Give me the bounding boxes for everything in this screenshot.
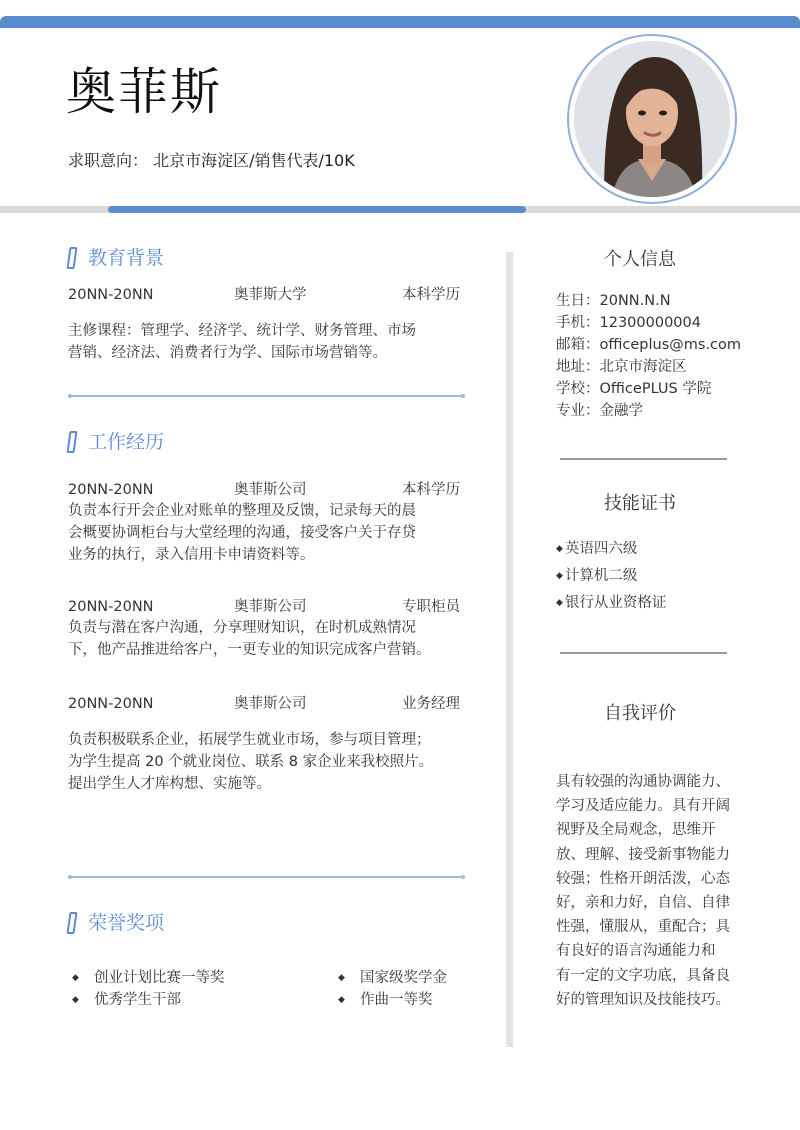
education-school: 奥菲斯大学	[234, 287, 307, 303]
diamond-bullet-icon: ◆	[338, 973, 345, 983]
section-marker-icon	[66, 431, 77, 453]
education-courses: 主修课程：管理学、经济学、统计学、财务管理、市场 营销、经济法、消费者行为学、国际市场营销等。	[68, 323, 416, 361]
work-period: 20NN-20NN	[68, 482, 154, 498]
personal-info-title: 个人信息	[604, 249, 676, 270]
award-item	[72, 968, 225, 988]
work-description: 负责本行开会企业对账单的整理及反馈，记录每天的晨 会概要协调柜台与大堂经理的沟通，接受客户关于存贷 业务的执行，录入信用卡申请资料等。	[68, 503, 416, 563]
work-role: 本科学历	[402, 482, 460, 498]
info-email: 邮箱：officeplus@ms.com	[556, 337, 742, 353]
award-item	[338, 968, 447, 988]
self-evaluation-title: 自我评价	[604, 703, 676, 724]
job-intent: 求职意向： 北京市海淀区/销售代表/10K	[68, 151, 355, 170]
skill-item	[556, 592, 666, 614]
self-evaluation-text: 具有较强的沟通协调能力、 学习及适应能力。具有开阔 视野及全局观念，思维开 放、理解、接受新事物能力 较强；性格开朗活泼，心态 好，亲和力好，自信、自律 性强，懂服从，重配合；具 有良好的语言沟通能力和 有一定的文字功底，具备良 好的管理知识及技能技巧。	[556, 774, 730, 1008]
skill-item	[556, 565, 637, 587]
info-address: 地址：北京市海淀区	[556, 359, 687, 375]
work-role: 专职柜员	[402, 599, 460, 615]
info-major: 专业：金融学	[556, 403, 643, 419]
award-item	[338, 990, 433, 1010]
diamond-bullet-icon: ◆	[338, 995, 345, 1005]
work-company: 奥菲斯公司	[234, 696, 307, 712]
skills-title: 技能证书	[604, 493, 676, 514]
portrait-photo	[574, 41, 730, 197]
info-birthday: 生日：20NN.N.N	[556, 293, 671, 309]
education-period: 20NN-20NN	[68, 287, 154, 303]
skill-text: 英语四六级	[564, 541, 638, 557]
work-description: 负责与潜在客户沟通，分享理财知识，在时机成熟情况 下，他产品推进给客户，一更专业的知识完成客户营销。	[68, 620, 431, 658]
section-marker-icon	[66, 912, 77, 934]
skill-item	[556, 538, 637, 560]
work-title-text: 工作经历	[88, 431, 165, 453]
candidate-name: 奥菲斯	[66, 63, 222, 121]
work-company: 奥菲斯公司	[234, 599, 307, 615]
info-school: 学校：OfficePLUS 学院	[556, 381, 712, 397]
skill-text: 计算机二级	[564, 568, 638, 584]
right-divider	[560, 458, 727, 460]
education-entry	[68, 285, 460, 305]
diamond-bullet-icon: ◆	[556, 598, 563, 608]
work-company: 奥菲斯公司	[234, 482, 307, 498]
honors-title	[68, 911, 164, 935]
work-description: 负责积极联系企业，拓展学生就业市场，参与项目管理； 为学生提高 20 个就业岗位、联系 8 家企业来我校照片。 提出学生人才库构想、实施等。	[68, 732, 434, 792]
award-text: 作曲一等奖	[360, 992, 433, 1008]
diamond-bullet-icon: ◆	[556, 544, 563, 554]
award-text: 国家级奖学金	[360, 970, 447, 986]
diamond-bullet-icon: ◆	[72, 995, 79, 1005]
work-period: 20NN-20NN	[68, 696, 154, 712]
award-text: 优秀学生干部	[94, 992, 181, 1008]
work-title	[68, 430, 164, 454]
section-divider	[70, 395, 463, 397]
skill-text: 银行从业资格证	[564, 595, 667, 611]
work-entry-header	[68, 694, 460, 714]
info-phone: 手机：12300000004	[556, 315, 701, 331]
education-degree: 本科学历	[402, 287, 460, 303]
education-title-text: 教育背景	[88, 247, 165, 269]
portrait-illustration	[574, 41, 730, 197]
award-text: 创业计划比赛一等奖	[94, 970, 225, 986]
diamond-bullet-icon: ◆	[72, 973, 79, 983]
column-divider	[506, 252, 513, 1047]
work-entry-header	[68, 480, 460, 500]
right-divider	[560, 652, 727, 654]
honors-title-text: 荣誉奖项	[88, 912, 165, 934]
section-marker-icon	[66, 247, 77, 269]
diamond-bullet-icon: ◆	[556, 571, 563, 581]
header-top-bar	[0, 16, 800, 28]
education-title	[68, 246, 164, 270]
section-divider	[70, 876, 463, 878]
work-period: 20NN-20NN	[68, 599, 154, 615]
header-divider-accent	[108, 206, 526, 213]
award-item	[72, 990, 181, 1010]
work-role: 业务经理	[402, 696, 460, 712]
work-entry-header	[68, 597, 460, 617]
